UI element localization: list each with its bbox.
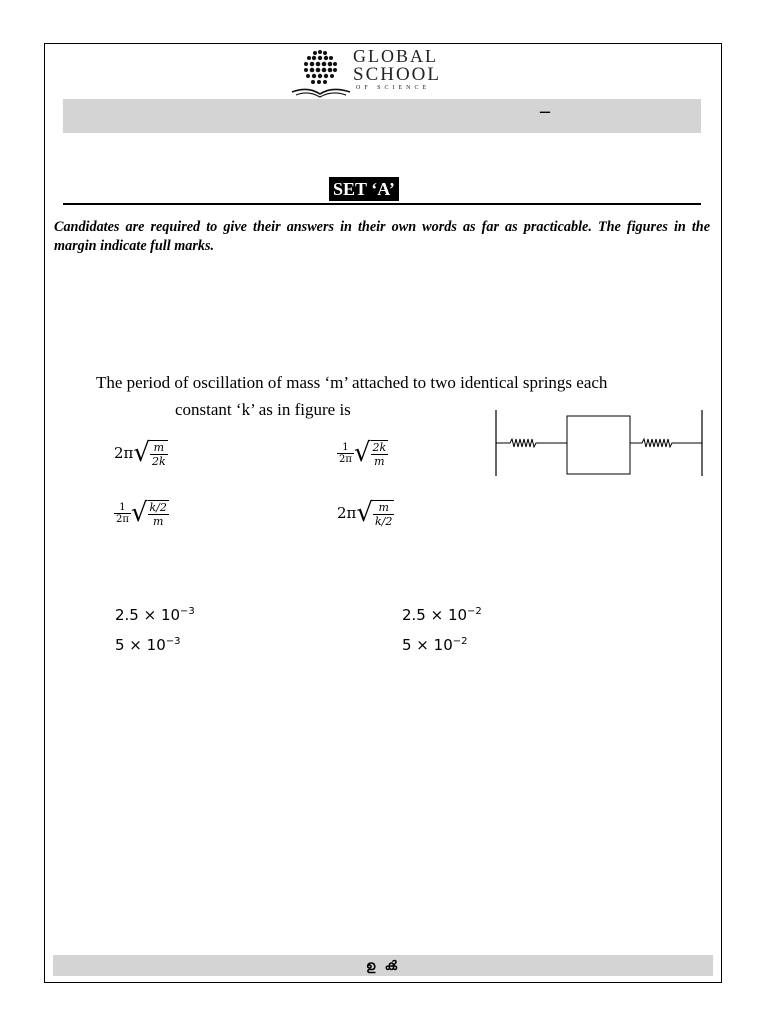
- header-dash: –: [540, 100, 550, 122]
- square-root: √ $\frac{k/2}{m}$: [130, 498, 167, 528]
- footer-bar: [53, 955, 713, 976]
- option-b-fraction-denominator: 2π: [339, 453, 352, 465]
- option-d-exponent: −2: [452, 636, 468, 647]
- question-2-option-a[interactable]: [115, 606, 195, 624]
- question-2-option-c[interactable]: [115, 636, 181, 654]
- option-b-fraction-numerator: 1: [337, 442, 354, 454]
- option-a-numerator: m: [150, 441, 168, 455]
- option-d-denominator: k/2: [374, 515, 393, 528]
- option-c-denominator: m: [152, 515, 164, 528]
- question-1-text-line1: The period of oscillation of mass ‘m’ attached to two identical springs each: [96, 373, 608, 392]
- option-b-numerator: 2k: [372, 441, 387, 454]
- option-c-fraction-denominator: 2π: [116, 513, 129, 525]
- option-b-exponent: −2: [467, 606, 482, 617]
- set-title: SET ‘A’: [329, 177, 399, 201]
- option-c-mantissa: 5 × 10: [115, 636, 166, 654]
- question-2-option-b[interactable]: [402, 606, 482, 624]
- school-logo: [290, 46, 465, 102]
- option-b-denominator: m: [374, 455, 385, 468]
- square-root: √ $\frac{2k}{m}$: [353, 438, 387, 468]
- question-1-option-c[interactable]: [114, 496, 169, 530]
- option-a-coefficient: 2π: [114, 444, 134, 462]
- logo-text-of-science: OF SCIENCE: [356, 85, 431, 91]
- option-d-coefficient: 2π: [337, 504, 357, 522]
- square-root: √ $\frac{m}{2k}$: [133, 438, 166, 468]
- square-root: √ $\frac{m}{k/2}$: [356, 498, 393, 528]
- exam-instructions: Candidates are required to give their answers in their own words as far as practicable. The figures in the margin indicate full marks.: [54, 219, 710, 254]
- set-title-rule: [63, 203, 701, 205]
- question-1-option-d[interactable]: [337, 496, 394, 530]
- option-d-numerator: m: [373, 501, 394, 515]
- question-1-text-line2: constant ‘k’ as in figure is: [175, 400, 351, 419]
- globe-logo-icon: [290, 46, 352, 102]
- option-a-mantissa: 2.5 × 10: [115, 606, 181, 624]
- option-a-exponent: −3: [180, 606, 195, 617]
- option-c-numerator: k/2: [149, 501, 167, 514]
- spring-mass-figure: [494, 410, 704, 476]
- question-1-option-a[interactable]: [114, 436, 168, 470]
- question-1-option-b[interactable]: [337, 436, 388, 470]
- header-bar: [63, 99, 701, 133]
- option-d-mantissa: 5 × 10: [402, 636, 453, 654]
- option-c-exponent: −3: [165, 636, 181, 647]
- question-2-option-d[interactable]: [402, 636, 468, 654]
- logo-text-global: GLOBAL: [353, 46, 438, 66]
- option-b-mantissa: 2.5 × 10: [402, 606, 468, 624]
- footer-ornament: ഉ ൿ: [365, 958, 401, 973]
- logo-text-school: SCHOOL: [353, 64, 442, 85]
- option-c-fraction-numerator: 1: [114, 502, 131, 514]
- option-a-denominator: 2k: [151, 455, 166, 468]
